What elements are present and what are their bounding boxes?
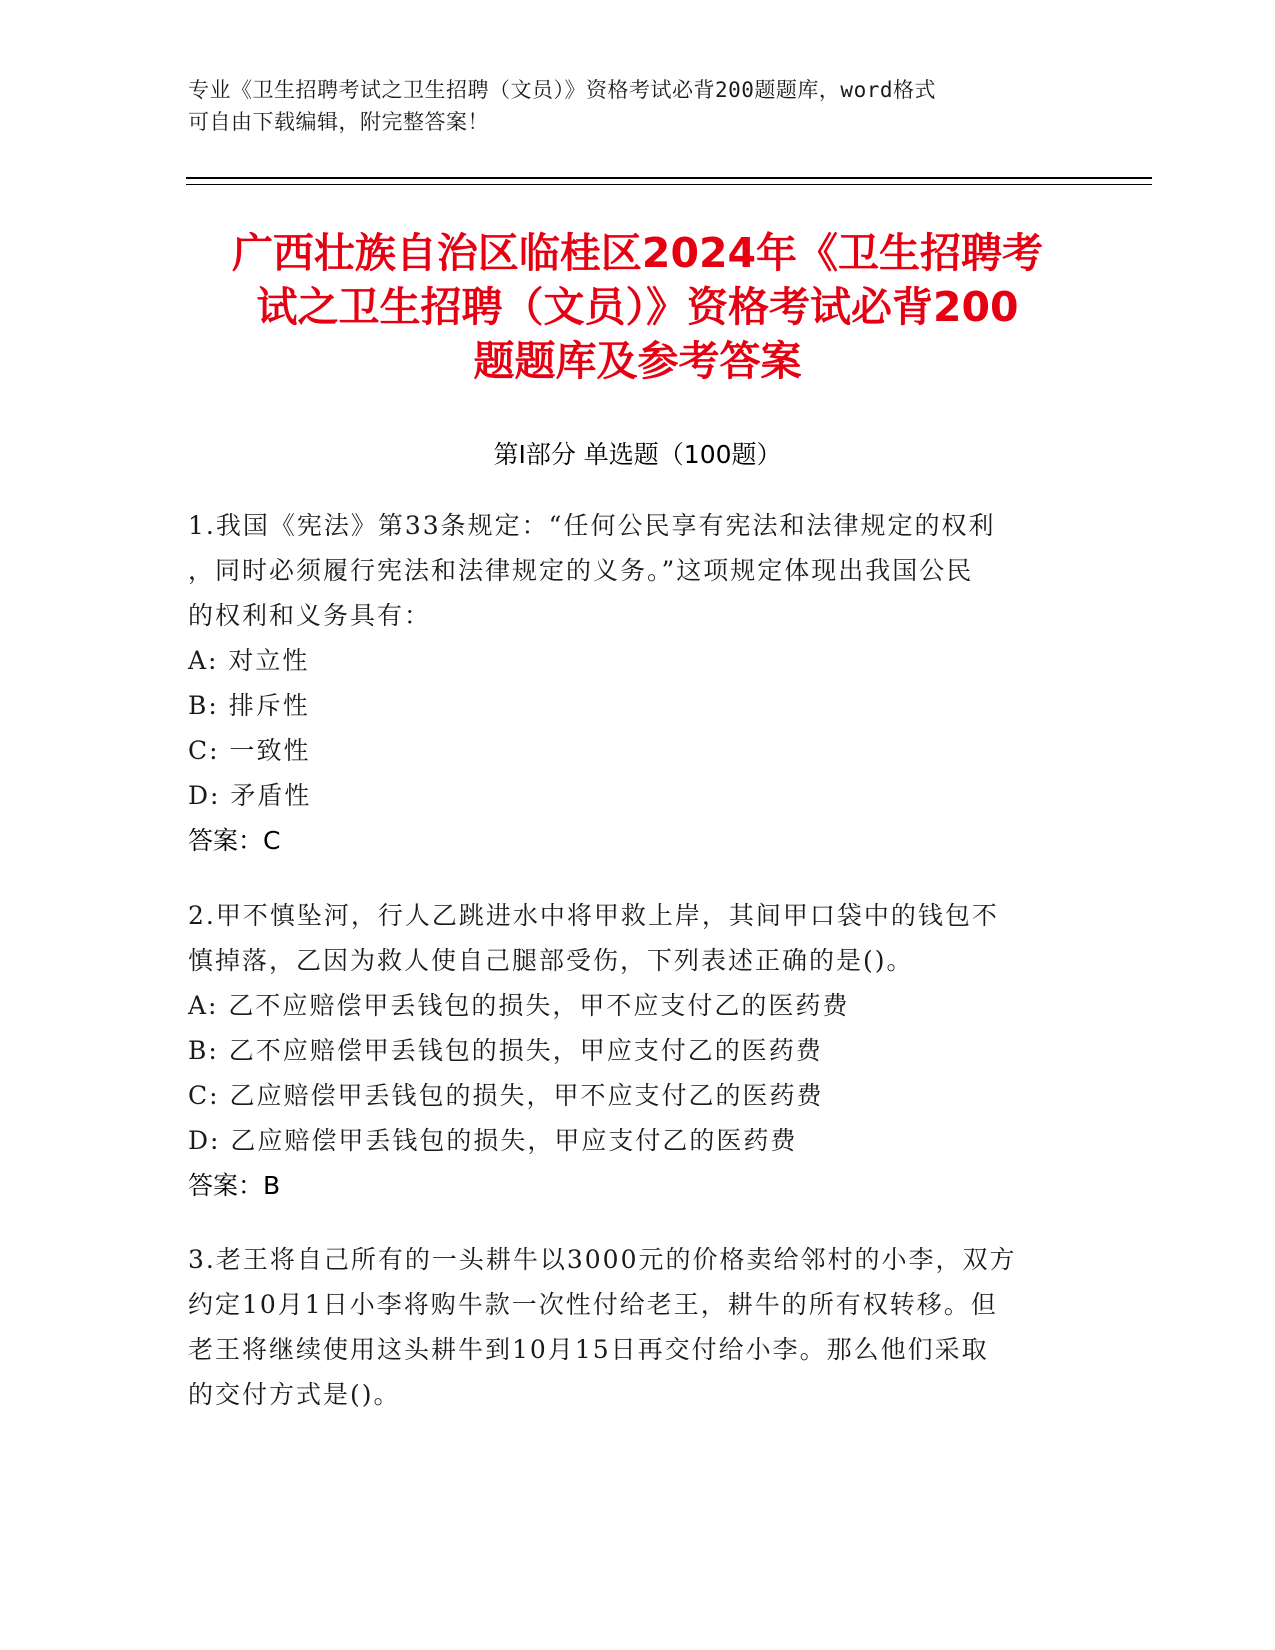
question-stem-line: 3.老王将自己所有的一头耕牛以3000元的价格卖给邻村的小李，双方 bbox=[188, 1245, 1017, 1274]
option-d: D: 乙应赔偿甲丢钱包的损失，甲应支付乙的医药费 bbox=[188, 1126, 798, 1155]
header-note bbox=[188, 74, 1088, 138]
option-b: B: 排斥性 bbox=[188, 691, 310, 720]
header-divider-thin bbox=[186, 184, 1152, 185]
document-title bbox=[150, 226, 1125, 388]
header-note-line: 专业《卫生招聘考试之卫生招聘（文员）》资格考试必背200题题库，word格式 bbox=[188, 78, 936, 102]
question-3 bbox=[188, 1237, 1088, 1417]
option-d: D: 矛盾性 bbox=[188, 781, 312, 810]
header-divider-thick bbox=[186, 177, 1152, 179]
title-line: 试之卫生招聘（文员）》资格考试必背200 bbox=[256, 283, 1019, 331]
option-c: C: 乙应赔偿甲丢钱包的损失，甲不应支付乙的医药费 bbox=[188, 1081, 824, 1110]
question-stem-line: 约定10月1日小李将购牛款一次性付给老王，耕牛的所有权转移。但 bbox=[188, 1290, 998, 1319]
question-stem-line: 的权利和义务具有： bbox=[188, 601, 432, 630]
question-stem-line: 的交付方式是()。 bbox=[188, 1380, 401, 1409]
question-2 bbox=[188, 893, 1088, 1208]
answer: 答案：B bbox=[188, 1171, 281, 1200]
option-a: A: 乙不应赔偿甲丢钱包的损失，甲不应支付乙的医药费 bbox=[188, 991, 850, 1020]
question-stem-line: 2.甲不慎坠河，行人乙跳进水中将甲救上岸，其间甲口袋中的钱包不 bbox=[188, 901, 999, 930]
option-a: A: 对立性 bbox=[188, 646, 310, 675]
question-stem-line: 老王将继续使用这头耕牛到10月15日再交付给小李。那么他们采取 bbox=[188, 1335, 989, 1364]
answer: 答案：C bbox=[188, 826, 281, 855]
title-line: 广西壮族自治区临桂区2024年《卫生招聘考 bbox=[231, 229, 1044, 277]
question-stem-line: ，同时必须履行宪法和法律规定的义务。”这项规定体现出我国公民 bbox=[188, 556, 974, 585]
header-note-line: 可自由下载编辑，附完整答案！ bbox=[188, 110, 489, 134]
section-heading: 第Ⅰ部分 单选题（100题） bbox=[493, 440, 782, 469]
question-1 bbox=[188, 503, 1088, 863]
question-stem-line: 1.我国《宪法》第33条规定：“任何公民享有宪法和法律规定的权利 bbox=[188, 511, 996, 540]
title-line: 题题库及参考答案 bbox=[473, 337, 802, 385]
question-stem-line: 慎掉落，乙因为救人使自己腿部受伤，下列表述正确的是()。 bbox=[188, 946, 914, 975]
option-c: C: 一致性 bbox=[188, 736, 311, 765]
option-b: B: 乙不应赔偿甲丢钱包的损失，甲应支付乙的医药费 bbox=[188, 1036, 823, 1065]
